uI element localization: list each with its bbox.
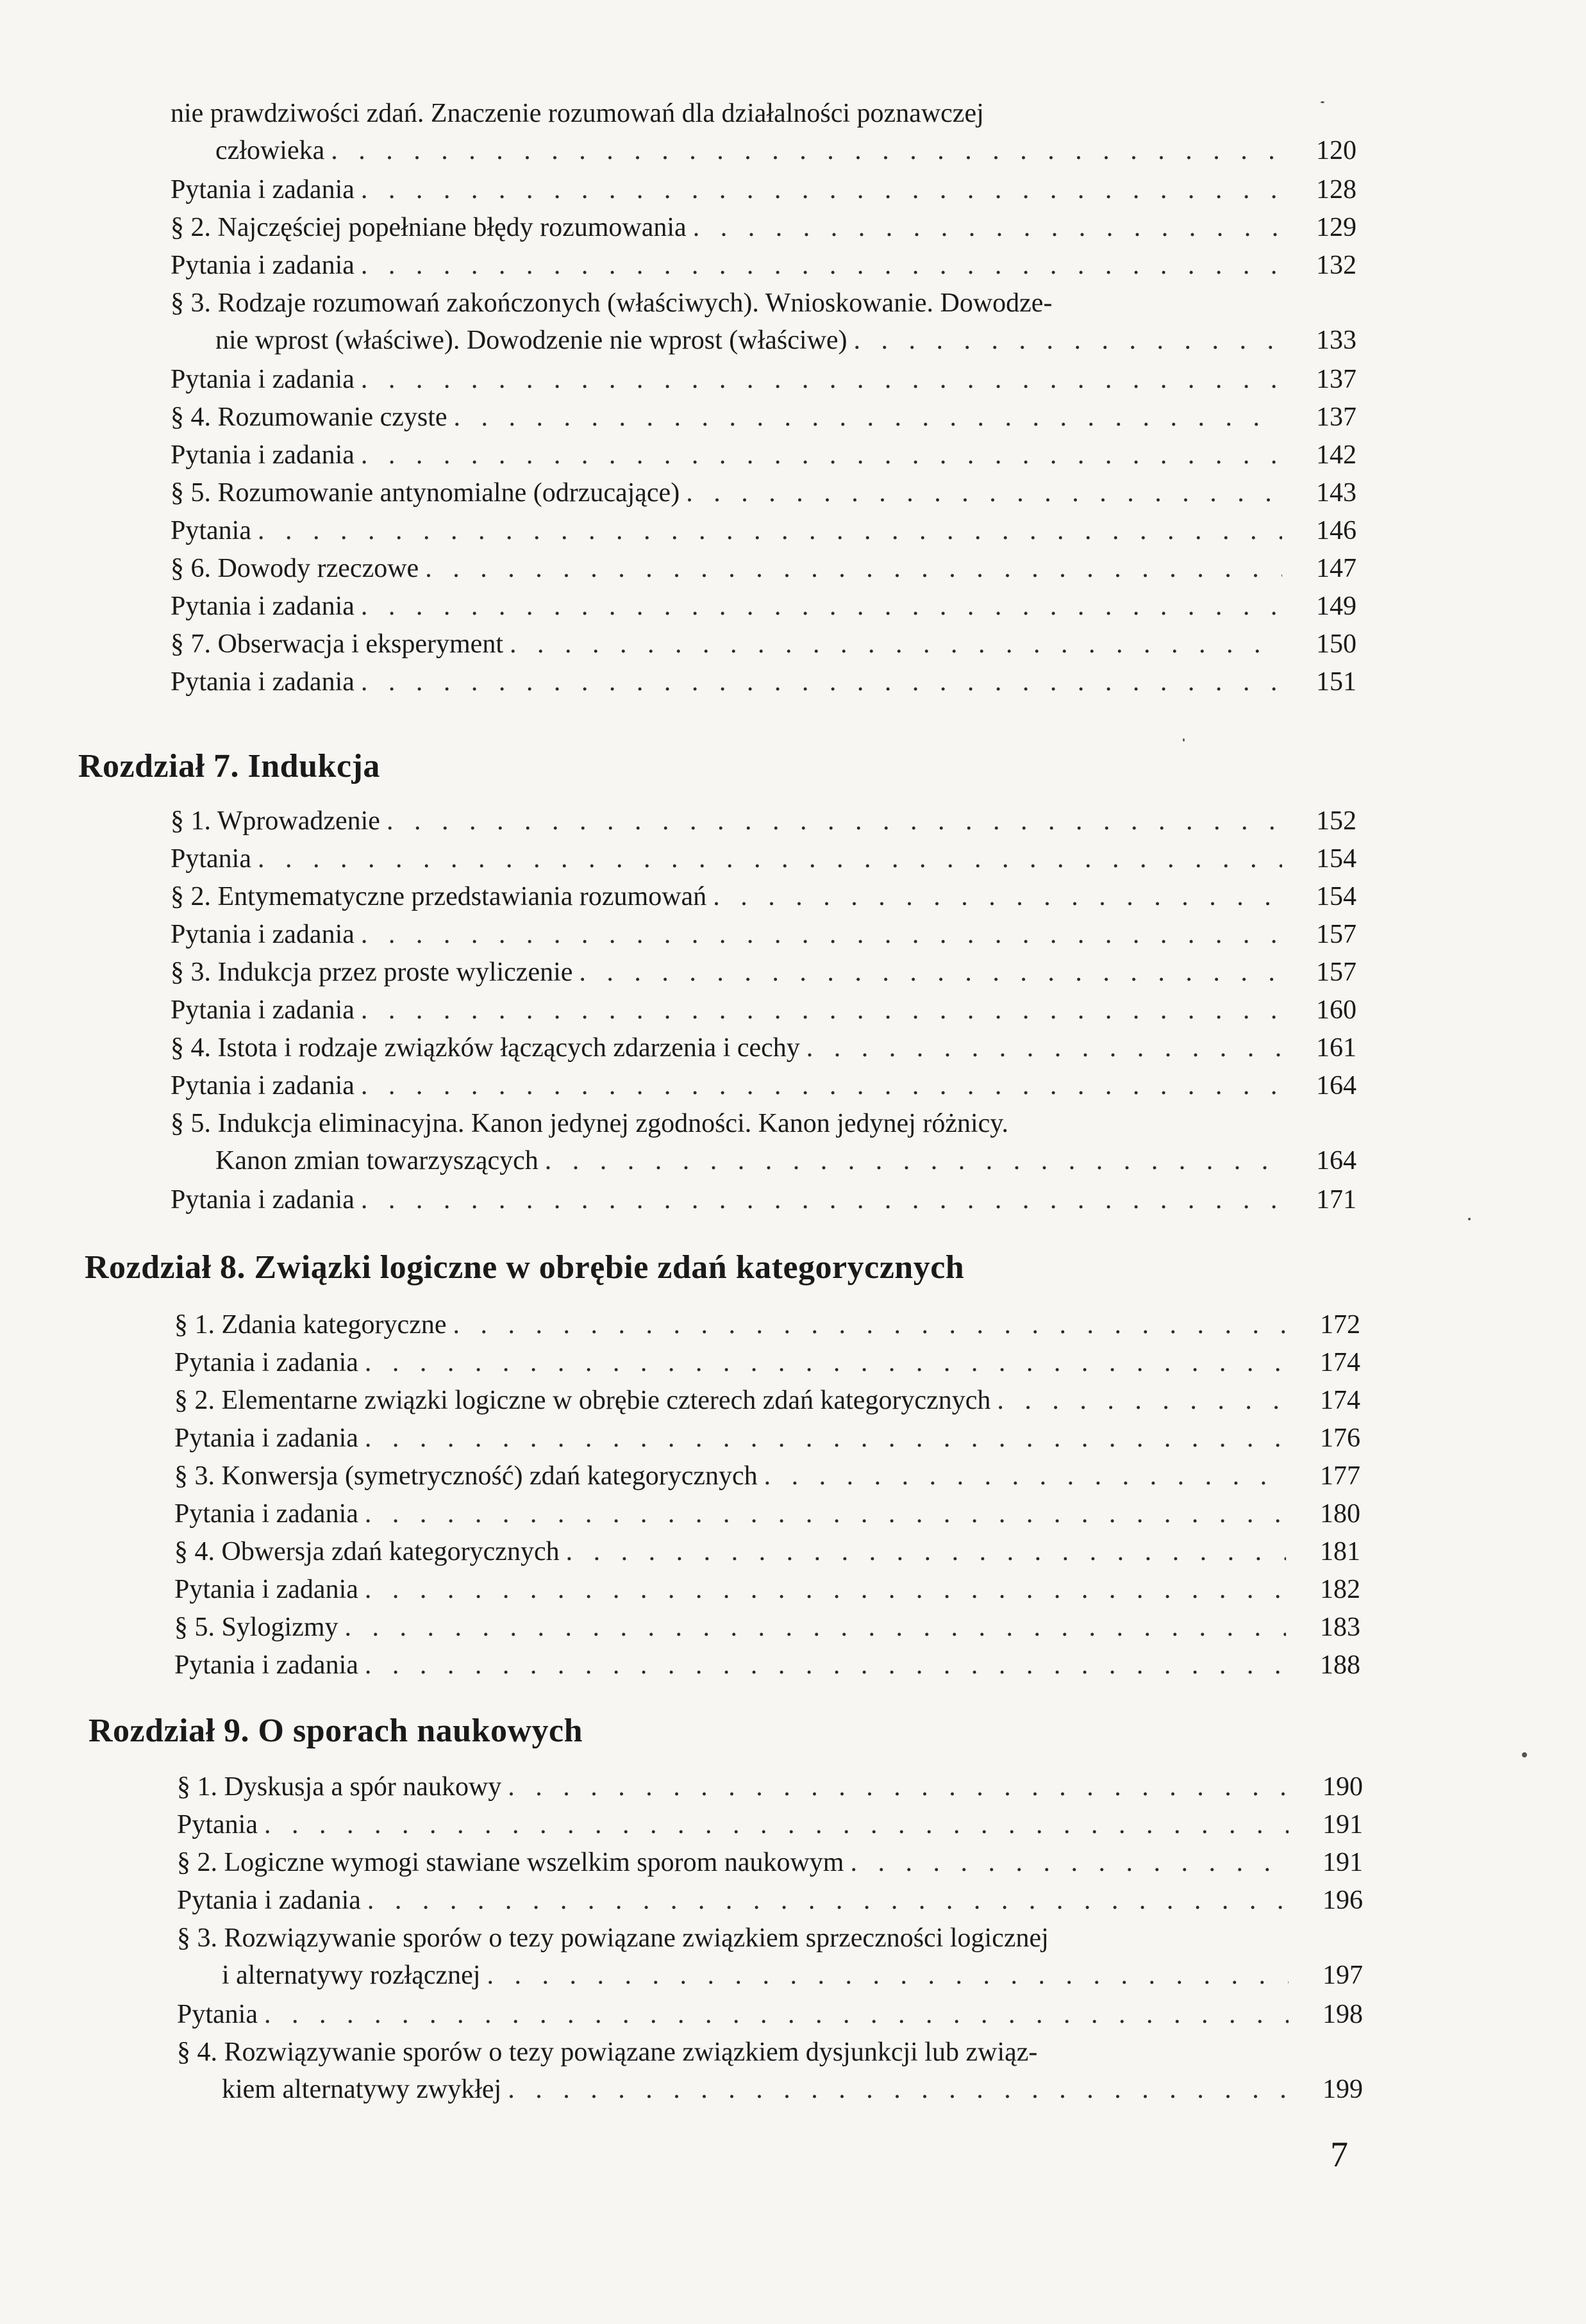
toc-entry (171, 992, 1356, 1029)
toc-entry-text: § 2. Najczęściej popełniane błędy rozumowania (171, 213, 687, 242)
dot-leader (686, 474, 1282, 511)
scan-speck (1321, 101, 1324, 103)
toc-entry-text: § 1. Zdania kategoryczne (174, 1310, 447, 1340)
toc-entry-text: Pytania (171, 844, 251, 874)
scan-speck (1183, 738, 1185, 742)
toc-entry-text: Pytania i zadania (171, 1071, 355, 1100)
toc-entry (171, 840, 1356, 877)
toc-entry-text: Pytania i zadania (171, 440, 355, 470)
page-ref: 152 (1316, 806, 1356, 836)
toc-entry (171, 954, 1356, 991)
page-ref: 142 (1316, 440, 1356, 470)
toc-entry (171, 95, 1356, 169)
toc-entry-text: § 3. Indukcja przez proste wyliczenie (171, 958, 573, 987)
page-ref: 150 (1316, 629, 1356, 659)
dot-leader (454, 399, 1282, 436)
chapter-heading: Rozdział 8. Związki logiczne w obrębie zdań kategorycznych (85, 1249, 965, 1286)
toc-entry-line1: nie prawdziwości zdań. Znaczenie rozumowań dla działalności poznawczej (171, 99, 984, 128)
toc-entry-text: § 4. Istota i rodzaje związków łączących zdarzenia i cechy (171, 1033, 800, 1063)
toc-entry (174, 1571, 1360, 1608)
toc-entry (171, 802, 1356, 840)
toc-entry (171, 171, 1356, 208)
page-ref: 164 (1316, 1146, 1356, 1175)
toc-entry (171, 663, 1356, 701)
page-ref: 143 (1316, 478, 1356, 508)
page-ref: 160 (1316, 995, 1356, 1025)
page-ref: 174 (1320, 1386, 1360, 1415)
toc-entry (177, 1806, 1363, 1843)
toc-entry (174, 1344, 1360, 1381)
dot-leader (361, 992, 1282, 1029)
toc-entry-line1: § 5. Indukcja eliminacyjna. Kanon jedynej zgodności. Kanon jedynej różnicy. (171, 1109, 1009, 1138)
toc-entry (177, 1768, 1363, 1805)
page-ref: 182 (1320, 1575, 1360, 1604)
toc-entry (171, 285, 1356, 359)
toc-entry (171, 1105, 1356, 1179)
page-ref: 196 (1323, 1886, 1363, 1915)
page-ref: 188 (1320, 1650, 1360, 1680)
dot-leader (361, 588, 1282, 625)
toc-entry-text: Pytania i zadania (174, 1650, 358, 1680)
dot-leader (361, 436, 1282, 474)
toc-entry-text: Pytania i zadania (171, 365, 355, 394)
toc-entry-line2: i alternatywy rozłącznej (222, 1961, 481, 1990)
toc-entry-text: Pytania i zadania (171, 920, 355, 949)
toc-entry-line2: człowieka (215, 136, 325, 165)
toc-entry-text: § 7. Obserwacja i eksperyment (171, 629, 503, 659)
toc-entry-text: § 1. Wprowadzenie (171, 806, 380, 836)
page-ref: 133 (1316, 326, 1356, 355)
toc-entry (177, 1882, 1363, 1919)
toc-entry (171, 1067, 1356, 1104)
dot-leader (365, 1495, 1286, 1532)
dot-leader (361, 916, 1282, 953)
dot-leader (345, 1609, 1286, 1646)
toc-entry (174, 1382, 1360, 1419)
toc-entry-line2: kiem alternatywy zwykłej (222, 2075, 502, 2104)
page-ref: 199 (1323, 2075, 1363, 2104)
dot-leader (361, 361, 1282, 398)
scan-speck (1522, 1752, 1527, 1757)
dot-leader (264, 1806, 1289, 1843)
toc-entry-line2: Kanon zmian towarzyszących (215, 1146, 538, 1175)
toc-entry-text: Pytania i zadania (174, 1575, 358, 1604)
toc-entry-text: Pytania i zadania (174, 1423, 358, 1453)
dot-leader (361, 1067, 1282, 1104)
dot-leader (487, 1957, 1289, 1994)
toc-entry-text: Pytania i zadania (171, 1185, 355, 1215)
dot-leader (693, 209, 1282, 246)
dot-leader (361, 663, 1282, 701)
page-ref: 197 (1323, 1961, 1363, 1990)
toc-entry-line1: § 3. Rozwiązywanie sporów o tezy powiązane związkiem sprzeczności logicznej (177, 1923, 1049, 1953)
page-ref: 191 (1323, 1848, 1363, 1877)
page-ref: 161 (1316, 1033, 1356, 1063)
toc-entry (177, 2034, 1363, 2108)
toc-entry (171, 436, 1356, 474)
page-ref: 137 (1316, 365, 1356, 394)
toc-entry (177, 1996, 1363, 2033)
toc-entry (171, 399, 1356, 436)
toc-entry-text: § 5. Sylogizmy (174, 1613, 338, 1642)
page-ref: 181 (1320, 1537, 1360, 1566)
page-ref: 151 (1316, 667, 1356, 697)
dot-leader (764, 1457, 1286, 1495)
dot-leader (365, 1571, 1286, 1608)
dot-leader (365, 1647, 1286, 1684)
toc-entry (174, 1647, 1360, 1684)
toc-entry (171, 512, 1356, 549)
dot-leader (361, 1181, 1282, 1218)
dot-leader (264, 1996, 1289, 2033)
dot-leader (850, 1844, 1289, 1881)
toc-entry (171, 916, 1356, 953)
page-ref: 132 (1316, 251, 1356, 280)
dot-leader (365, 1420, 1286, 1457)
toc-entry-text: Pytania (171, 516, 251, 545)
page-ref: 177 (1320, 1461, 1360, 1491)
page-ref: 174 (1320, 1348, 1360, 1377)
dot-leader (361, 247, 1282, 284)
toc-entry-text: § 3. Konwersja (symetryczność) zdań kategorycznych (174, 1461, 758, 1491)
dot-leader (713, 878, 1282, 915)
toc-entry-text: § 2. Entymematyczne przedstawiania rozumowań (171, 882, 707, 911)
page-ref: 164 (1316, 1071, 1356, 1100)
page-ref: 146 (1316, 516, 1356, 545)
toc-entry (171, 588, 1356, 625)
toc-entry-text: § 6. Dowody rzeczowe (171, 554, 419, 583)
toc-entry (174, 1457, 1360, 1495)
toc-entry (171, 361, 1356, 398)
dot-leader (508, 1768, 1289, 1805)
toc-entry (174, 1533, 1360, 1570)
toc-entry (171, 550, 1356, 587)
dot-leader (545, 1142, 1282, 1179)
dot-leader (365, 1344, 1286, 1381)
page-ref: 154 (1316, 844, 1356, 874)
toc-entry (171, 1181, 1356, 1218)
dot-leader (361, 171, 1282, 208)
page-ref: 176 (1320, 1423, 1360, 1453)
page-ref: 154 (1316, 882, 1356, 911)
toc-entry-text: Pytania i zadania (174, 1499, 358, 1529)
dot-leader (508, 2071, 1289, 2108)
toc-entry (177, 1844, 1363, 1881)
dot-leader (387, 802, 1282, 840)
page-ref: 137 (1316, 403, 1356, 432)
page-ref: 157 (1316, 958, 1356, 987)
toc-entry (174, 1306, 1360, 1343)
toc-entry (171, 209, 1356, 246)
dot-leader (331, 132, 1282, 169)
toc-entry-text: § 4. Rozumowanie czyste (171, 403, 447, 432)
page-number: 7 (1330, 2135, 1348, 2175)
toc-entry (171, 474, 1356, 511)
toc-entry (177, 1920, 1363, 1994)
toc-entry (174, 1609, 1360, 1646)
toc-entry-text: Pytania i zadania (171, 175, 355, 204)
dot-leader (367, 1882, 1289, 1919)
toc-entry-line1: § 4. Rozwiązywanie sporów o tezy powiązane związkiem dysjunkcji lub związ- (177, 2038, 1038, 2067)
toc-entry-text: § 2. Elementarne związki logiczne w obrębie czterech zdań kategorycznych (174, 1386, 991, 1415)
toc-entry-text: § 5. Rozumowanie antynomialne (odrzucające) (171, 478, 680, 508)
toc-entry-text: Pytania (177, 1810, 258, 1839)
dot-leader (258, 512, 1282, 549)
page-ref: 157 (1316, 920, 1356, 949)
toc-entry (171, 247, 1356, 284)
page-ref: 183 (1320, 1613, 1360, 1642)
page-ref: 198 (1323, 2000, 1363, 2029)
toc-entry-text: Pytania i zadania (171, 667, 355, 697)
toc-entry-text: § 1. Dyskusja a spór naukowy (177, 1772, 502, 1802)
dot-leader (806, 1029, 1282, 1067)
toc-entry (171, 1029, 1356, 1067)
toc-entry-line2: nie wprost (właściwe). Dowodzenie nie wprost (właściwe) (215, 326, 847, 355)
dot-leader (566, 1533, 1286, 1570)
page-ref: 149 (1316, 592, 1356, 621)
toc-entry-text: Pytania i zadania (171, 995, 355, 1025)
chapter-heading: Rozdział 9. O sporach naukowych (88, 1713, 583, 1749)
toc-entry-text: Pytania i zadania (174, 1348, 358, 1377)
toc-entry (174, 1420, 1360, 1457)
toc-entry-text: § 4. Obwersja zdań kategorycznych (174, 1537, 560, 1566)
scan-speck (1468, 1218, 1471, 1220)
toc-entry-text: Pytania i zadania (171, 592, 355, 621)
dot-leader (258, 840, 1282, 877)
chapter-heading: Rozdział 7. Indukcja (78, 748, 380, 784)
page-ref: 129 (1316, 213, 1356, 242)
dot-leader (997, 1382, 1286, 1419)
toc-entry (171, 626, 1356, 663)
toc-entry-text: § 2. Logiczne wymogi stawiane wszelkim sporom naukowym (177, 1848, 844, 1877)
dot-leader (453, 1306, 1286, 1343)
toc-entry-text: Pytania i zadania (177, 1886, 361, 1915)
toc-entry-text: Pytania i zadania (171, 251, 355, 280)
page-ref: 180 (1320, 1499, 1360, 1529)
page-ref: 171 (1316, 1185, 1356, 1215)
toc-entry-line1: § 3. Rodzaje rozumowań zakończonych (właściwych). Wnioskowanie. Dowodze- (171, 288, 1053, 318)
page-ref: 190 (1323, 1772, 1363, 1802)
page-ref: 147 (1316, 554, 1356, 583)
dot-leader (854, 322, 1282, 359)
toc-entry-text: Pytania (177, 2000, 258, 2029)
page-ref: 191 (1323, 1810, 1363, 1839)
dot-leader (579, 954, 1282, 991)
page-ref: 120 (1316, 136, 1356, 165)
dot-leader (425, 550, 1282, 587)
page-ref: 128 (1316, 175, 1356, 204)
page-ref: 172 (1320, 1310, 1360, 1340)
toc-entry (174, 1495, 1360, 1532)
toc-entry (171, 878, 1356, 915)
dot-leader (510, 626, 1282, 663)
